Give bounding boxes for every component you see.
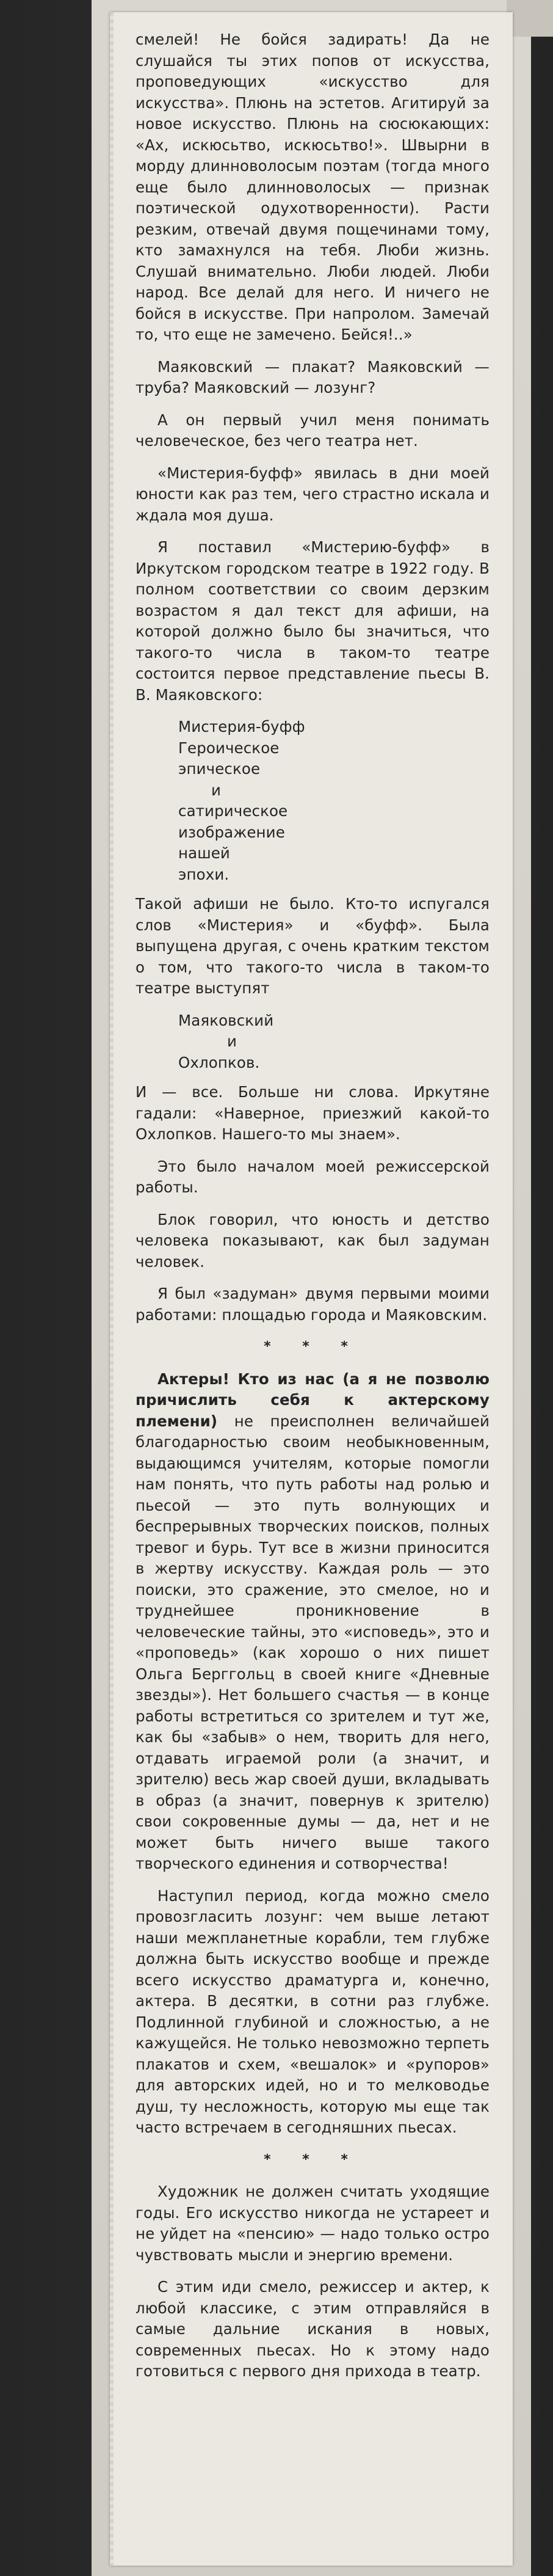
- article-paragraph: Такой афиши не было. Кто-то испугался слов «Мистерия» и «буфф». Была выпущена другая, с очень кратким текстом о том, что такого-то числа в таком-то театре выступят: [136, 895, 490, 997]
- article-paragraph: Я был «задуман» двумя первыми моими работами: площадью города и Маяковским.: [136, 1285, 490, 1324]
- announcement-names: [178, 1010, 490, 1074]
- poster-line: эпическое: [178, 760, 261, 778]
- section-divider: * * *: [264, 1339, 361, 1354]
- announcement-line: и: [227, 1032, 237, 1050]
- poster-line: Героическое: [178, 739, 280, 757]
- article-paragraph: С этим иди смело, режиссер и актер, к любой классике, с этим отправляйся в самые дальние искания в новых, современных пьесах. Но к этому надо готовиться с первого дня прихода в театр.: [136, 2278, 490, 2380]
- article-paragraph: Это было началом моей режиссерской работы.: [136, 1157, 490, 1196]
- poster-line: изображение: [178, 823, 285, 841]
- announcement-line: Маяковский: [178, 1011, 274, 1029]
- article-paragraph: «Мистерия-буфф» явилась в дни моей юности как раз тем, чего страстно искала и ждала моя душа.: [136, 464, 490, 524]
- poster-line: Мистерия-буфф: [178, 718, 305, 735]
- poster-line: сатирическое: [178, 802, 288, 820]
- article-paragraph: А он первый учил меня понимать человеческое, без чего театра нет.: [136, 410, 490, 450]
- article-paragraph: Наступил период, когда можно смело провозгласить лозунг: чем выше летают наши межпланетные корабли, тем глубже должна быть искусство вообще и прежде всего искусство драматурга и, конечно, актера. В десятки, в сотни раз глубже. Подлинной глубиной и сложностью, а не кажущейся. Не только невозможно терпеть плакатов и схем, «вешалок» и «рупоров» для авторских идей, но и то мелководье душ, ту несложность, которую мы еще так часто встречаем в сегодняшних пьесах.: [136, 1886, 490, 2136]
- section-divider: * * *: [264, 2151, 361, 2167]
- bold-lead: Актеры! Кто из нас (а я не позволю причислить себя к актерскому племени): [136, 1370, 490, 1430]
- backing-corner: [507, 0, 553, 37]
- article-paragraph: И — все. Больше ни слова. Иркутяне гадали: «Наверное, приезжий какой-то Охлопков. Нашего-то мы знаем».: [136, 1083, 490, 1143]
- article-paragraph: Маяковский — плакат? Маяковский — труба? Маяковский — лозунг?: [136, 357, 490, 396]
- announcement-line: Охлопков.: [178, 1053, 260, 1071]
- article-column: [136, 29, 490, 2393]
- poster-text: [178, 717, 490, 885]
- poster-line: эпохи.: [178, 865, 230, 883]
- article-paragraph: [136, 1369, 490, 1875]
- article-paragraph: смелей! Не бойся задирать! Да не слушайся ты этих попов от искусства, проповедующих «искусство для искусства». Плюнь на эстетов. Агитируй за новое искусство. Плюнь на сюсюкающих: «Ах, искюсьтво, искюсьтво!». Швырни в морду длинноволосым поэтам (тогда много еще было длинноволосых — признак поэтической одухотворенности). Расти резким, отвечай двумя пощечинами тому, кто замахнулся на тебя. Люби жизнь. Слушай внимательно. Люби людей. Люби народ. Все делай для него. И ничего не бойся в искусстве. При напролом. Замечай то, что еще не замечено. Бейся!..»: [136, 31, 490, 343]
- paragraph-text: не преисполнен величайшей благодарностью своим необыкновенным, выдающимся учителям, которые помогли нам понять, что путь работы над ролью и пьесой — это путь волнующих и беспрерывных творческих поисков, полных тревог и бурь. Тут все в жизни приносится в жертву искусству. Каждая роль — это поиски, это сражение, это смелое, но и труднейшее проникновение в человеческие тайны, это «исповедь», это и «проповедь» (как хорошо о них пишет Ольга Берггольц в своей книге «Дневные звезды»). Нет большего счастья — в конце работы встретиться со зрителем и тут же, как бы «забыв» о нем, творить для него, отдавать играемой роли (а значит, и зрителю) весь жар своей души, вкладывать в образ (а значит, повернув к зрителю) свои сокровенные думы — да, нет и не может быть ничего выше такого творческого единения и сотворчества!: [136, 1412, 490, 1872]
- clipping-edge: [110, 12, 114, 2566]
- article-paragraph: Я поставил «Мистерию-буфф» в Иркутском городском театре в 1922 году. В полном соответствии со своим дерзким возрастом я дал текст для афиши, на которой должно было бы значиться, что такого-то числа в таком-то театре состоится первое представление пьесы В. В. Маяковского:: [136, 538, 490, 704]
- article-paragraph: Художник не должен считать уходящие годы. Его искусство никогда не устареет и не уйдет на «пенсию» — надо только остро чувствовать мысли и энергию времени.: [136, 2183, 490, 2264]
- newspaper-clipping: [110, 12, 513, 2566]
- poster-line: и: [211, 781, 222, 799]
- poster-line: нашей: [178, 844, 230, 862]
- article-paragraph: Блок говорил, что юность и детство человека показывают, как был задуман человек.: [136, 1210, 490, 1271]
